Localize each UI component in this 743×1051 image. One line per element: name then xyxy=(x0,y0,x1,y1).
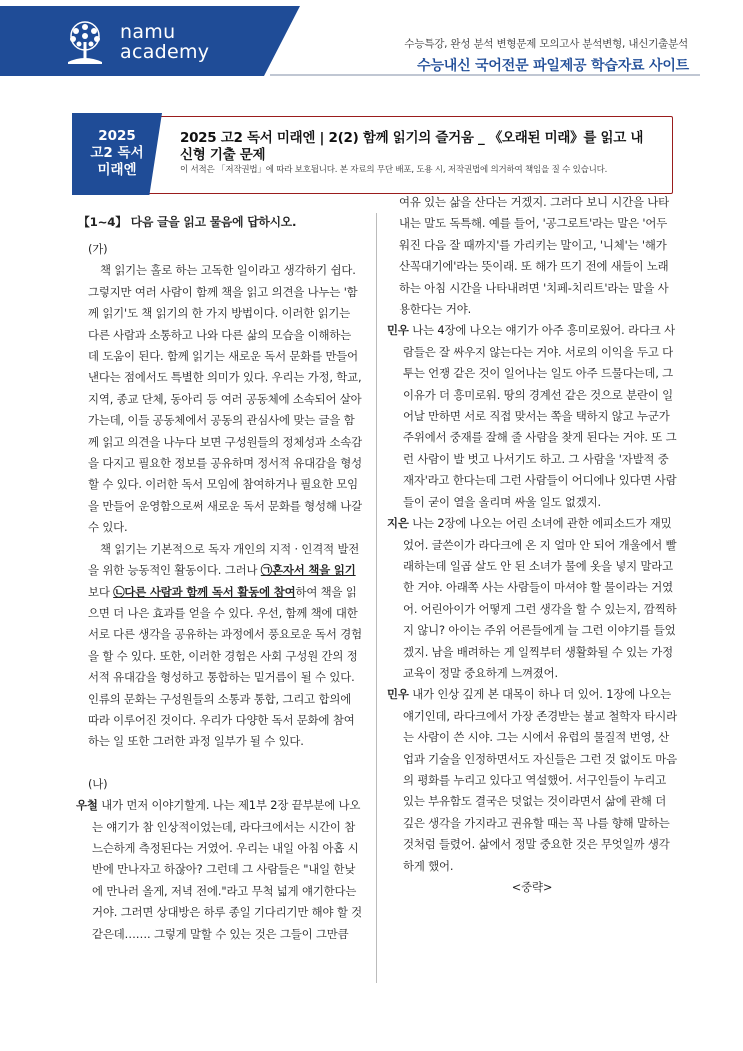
speaker-text: 나는 4장에 나오는 얘기가 아주 흥미로웠어. 라다크 사람들은 잘 싸우지 않는다는 거야. 서로의 이익을 두고 다투는 언쟁 같은 것이 일어나는 일도 아주 드물다는데, 그 이유가 더 흥미로워. 땅의 경계선 같은 것으로 분란이 일어날 만하면 서로 직접 맞서는 쪽을 택하지 않고 누군가 주위에서 중재를 잘해 줄 사람을 찾게 된다는 거야. 또 그런 사람이 발 벗고 나서기도 하고. 그 사람을 '자발적 중재자'라고 한다는데 그런 사람들이 어디에나 있다면 사람들이 굳이 열을 올리며 싸울 일도 없겠지. xyxy=(403,323,677,509)
badge-year: 2025 xyxy=(98,128,136,144)
logo-line-1: namu xyxy=(120,21,176,43)
dialogue-jieun xyxy=(387,513,677,684)
speaker-name: 민우 xyxy=(387,323,409,338)
speaker-name: 지은 xyxy=(387,516,409,531)
badge-subject: 고2 독서 xyxy=(90,145,144,161)
underlined-phrase-b: ㉡다른 사람과 함께 독서 활동에 참여 xyxy=(113,584,296,599)
dialogue-minu-1 xyxy=(387,320,677,513)
header-tagline: 수능특강, 완성 분석 변형문제 모의고사 분석변형, 내신기출분석 xyxy=(404,38,688,50)
speaker-text: 내가 인상 깊게 본 대목이 하나 더 있어. 1장에 나오는 얘기인데, 라다크에서 가장 존경받는 불교 철학자 타시라는 사람이 쓴 시야. 그는 시에서 유럽의 물질적 번영, 산업과 기술을 인정하면서도 자신들은 그런 것 없이도 마음의 평화를 누리고 있다고 역설했어. 서구인들이 누리고 있는 부유함도 결국은 덧없는 것이라면서 삶에 관해 더 깊은 생각을 가지라고 권유할 때는 꼭 나를 향해 말하는 것처럼 들렸어. 삶에서 정말 중요한 것은 무엇일까 생각하게 했어. xyxy=(403,687,677,873)
ga-p2-part-a: 책 읽기는 기본적으로 독자 개인의 지적 · 인격적 발전을 위한 능동적인 활동이다. 그러나 xyxy=(88,541,360,578)
question-heading: 【1~4】 다음 글을 읽고 물음에 답하시오. xyxy=(78,215,297,229)
passage-na-label: (나) xyxy=(88,776,108,791)
right-column xyxy=(387,192,677,898)
page-header xyxy=(0,0,743,82)
brand-logo-text xyxy=(120,22,209,62)
speaker-name: 민우 xyxy=(387,687,409,702)
tree-logo-icon xyxy=(54,18,116,68)
column-divider xyxy=(376,213,377,983)
ga-p2-part-b: 보다 xyxy=(88,584,114,599)
copyright-notice: 이 서적은 「저작권법」에 따라 보호됩니다. 본 자료의 무단 배포, 도용 시, 저작권법에 의거하여 책임을 질 수 있습니다. xyxy=(180,165,608,175)
title-badge-label xyxy=(82,128,152,179)
dialogue-minu-2 xyxy=(387,684,677,877)
passage-ga-paragraph-2 xyxy=(88,539,363,753)
document-title: 2025 고2 독서 미래엔 | 2(2) 함께 읽기의 즐거움 _ 《오래된 미래》를 읽고 내신형 기출 문제 xyxy=(180,130,644,163)
underlined-phrase-a: ㉠혼자서 책을 읽기 xyxy=(260,563,356,578)
speaker-text: 나는 2장에 나오는 어린 소녀에 관한 에피소드가 재밌었어. 글쓴이가 라다크에 온 지 얼마 안 되어 개울에서 빨래하는데 일곱 살도 안 된 소녀가 물에 옷을 넣지 말라고 한 거야. 아래쪽 사는 사람들이 마셔야 할 물이라는 거였어. 어린아이가 어떻게 그런 생각을 할 수 있는지, 깜찍하지 않니? 아이는 주위 어른들에게 늘 그런 이야기를 들었겠지. 남을 배려하는 게 일찍부터 생활화될 수 있는 가정 교육이 정말 중요하게 느껴졌어. xyxy=(403,516,677,680)
left-column xyxy=(76,239,363,945)
badge-publisher: 미래엔 xyxy=(97,162,137,178)
dialogue-uc xyxy=(76,795,363,945)
speaker-name: 우철 xyxy=(76,798,98,813)
logo-line-2: academy xyxy=(120,41,210,63)
ga-p2-part-c: 하여 책을 읽으면 더 나은 효과를 얻을 수 있다. 우선, 함께 책에 대한 서로 다른 생각을 공유하는 과정에서 풍요로운 독서 경험을 할 수 있다. 또한, 이러한 경험은 사회 구성원 간의 정서적 유대감을 형성하고 통합하는 밑거름이 될 수 있다. 인류의 문화는 구성원들의 소통과 통합, 그리고 합의에 따라 이루어진 것이다. 우리가 다양한 독서 문화에 참여하는 일 또한 그러한 과정 일부가 될 수 있다. xyxy=(88,584,362,749)
header-site-title: 수능내신 국어전문 파일제공 학습자료 사이트 xyxy=(417,58,689,74)
omission-mark: <중략> xyxy=(511,880,553,894)
spacer xyxy=(88,753,363,774)
passage-ga-paragraph-1: 책 읽기는 홀로 하는 고독한 일이라고 생각하기 쉽다. 그렇지만 여러 사람이 함께 책을 읽고 의견을 나누는 '함께 읽기'도 책 읽기의 한 가지 방법이다. 이러한 읽기는 다른 사람과 소통하고 나와 다른 삶의 모습을 이해하는 데 도움이 된다. 함께 읽기는 새로운 독서 문화를 만들어 낸다는 점에서도 특별한 의미가 있다. 우리는 가정, 학교, 지역, 종교 단체, 동아리 등 여러 공동체에 소속되어 살아가는데, 이들 공동체에서 공동의 관심사에 맞는 글을 함께 읽고 의견을 나누다 보면 구성원들의 정체성과 소속감을 다지고 필요한 정보를 공유하며 정서적 유대감을 형성할 수 있다. 이러한 독서 모임에 참여하거나 필요한 모임을 만들어 운영함으로써 새로운 독서 문화를 형성해 나갈 수 있다. xyxy=(88,263,362,535)
speaker-text: 내가 먼저 이야기할게. 나는 제1부 2장 끝부분에 나오는 얘기가 참 인상적이었는데, 라다크에서는 시간이 참 느슨하게 측정된다는 거였어. 우리는 내일 아침 아홉 시 반에 만나자고 하잖아? 그런데 그 사람들은 "내일 한낮에 만나러 올게, 저녁 전에."라고 무척 넓게 얘기한다는 거야. 그러면 상대방은 하루 종일 기다리기만 해야 할 것 같은데……. 그렇게 말할 수 있는 것은 그들이 그만큼 xyxy=(92,798,363,941)
passage-ga-label: (가) xyxy=(88,242,108,256)
dialogue-continued: 여유 있는 삶을 산다는 거겠지. 그러다 보니 시간을 나타내는 말도 독특해. 예를 들어, '공그로트'라는 말은 '어두워진 다음 잘 때까지'를 가리키는 말이고, '니체'는 '해가 산꼭대기에'라는 뜻이래. 또 해가 뜨기 전에 새들이 노래하는 아침 시간을 나타내려면 '치페-치리트'라는 말을 사용한다는 거야. xyxy=(399,195,670,317)
